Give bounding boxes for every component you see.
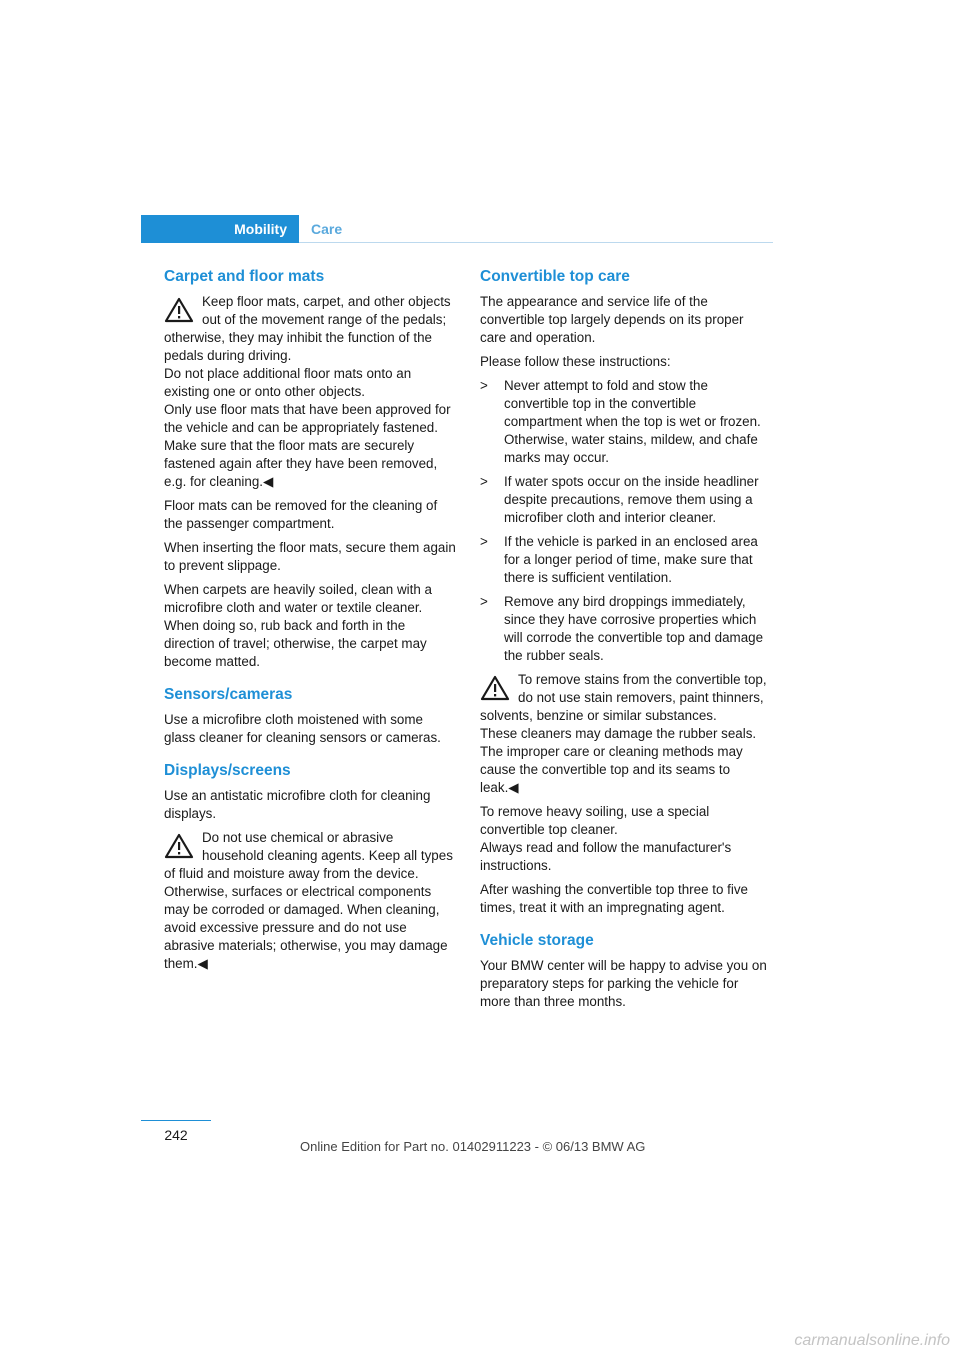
carpet-paragraph-1: Floor mats can be removed for the cleaning of the passenger compartment. — [164, 498, 438, 531]
warning-displays-text: Do not use chemical or abrasive household cleaning agents. Keep all types of fluid and moisture away from the device. Otherwise, surfaces or electrical components may be corroded or damaged. When cleaning, avoid excessive pressure and do not use abrasive materials; otherwise, you may damage them. — [164, 830, 453, 971]
warning-convertible-text-1: To remove stains from the convertible top, do not use stain removers, paint thinners, solvents, benzine or similar substances. — [480, 672, 767, 723]
bullet-arrow-icon: > — [480, 594, 488, 609]
warning-carpet-text-4: Make sure that the floor mats are securely fastened again after they have been removed, e.g. for cleaning. — [164, 438, 438, 489]
warning-carpet-text-3: Only use floor mats that have been approved for the vehicle and can be appropriately fastened. — [164, 402, 451, 435]
footer-divider — [141, 1120, 211, 1121]
header-tabs — [141, 215, 773, 243]
bullet-arrow-icon: > — [480, 534, 488, 549]
warning-convertible-text-2: These cleaners may damage the rubber seals. — [480, 726, 757, 741]
convertible-paragraph-3a: To remove heavy soiling, use a special convertible top cleaner. — [480, 804, 710, 837]
page-number: 242 — [164, 1127, 188, 1143]
list-item-text: Remove any bird droppings immediately, since they have corrosive properties which will corrode the convertible top and damage the rubber seals. — [504, 594, 764, 663]
list-item — [480, 533, 772, 587]
list-item-text: Never attempt to fold and stow the convertible top in the convertible compartment when the top is wet or frozen. Otherwise, water stains, mildew, and chafe marks may occur. — [504, 378, 761, 465]
warning-triangle-icon — [164, 832, 194, 860]
right-column — [480, 265, 772, 1017]
warning-triangle-icon — [480, 674, 510, 702]
tab-care[interactable]: Care — [311, 221, 343, 237]
header-divider — [299, 242, 773, 243]
section-title-sensors: Sensors/cameras — [164, 686, 293, 703]
warning-carpet — [164, 293, 456, 491]
sensors-paragraph: Use a microfibre cloth moistened with some glass cleaner for cleaning sensors or cameras. — [164, 712, 441, 745]
end-mark-icon: ◀ — [508, 780, 519, 795]
convertible-paragraph-3b: Always read and follow the manufacturer's instructions. — [480, 840, 732, 873]
convertible-paragraph-1: The appearance and service life of the convertible top largely depends on its proper care and operation. — [480, 294, 744, 345]
list-item-text: If water spots occur on the inside headliner despite precautions, remove them using a microfiber cloth and interior cleaner. — [504, 474, 759, 525]
bullet-arrow-icon: > — [480, 378, 488, 393]
warning-convertible — [480, 671, 772, 797]
section-title-storage: Vehicle storage — [480, 932, 594, 949]
warning-displays — [164, 829, 456, 973]
tab-mobility[interactable]: Mobility — [141, 215, 299, 243]
warning-convertible-text-3: The improper care or cleaning methods may cause the convertible top and its seams to leak. — [480, 744, 743, 795]
carpet-paragraph-2: When inserting the floor mats, secure them again to prevent slippage. — [164, 540, 456, 573]
end-mark-icon: ◀ — [197, 956, 208, 971]
edition-footer: Online Edition for Part no. 01402911223 - © 06/13 BMW AG — [300, 1139, 646, 1154]
section-title-convertible: Convertible top care — [480, 268, 630, 285]
section-title-displays: Displays/screens — [164, 762, 291, 779]
warning-carpet-text-1: Keep floor mats, carpet, and other objects out of the movement range of the pedals; otherwise, they may inhibit the function of the pedals during driving. — [164, 294, 451, 363]
left-column — [164, 265, 456, 979]
list-item — [480, 377, 772, 467]
warning-carpet-text-2: Do not place additional floor mats onto an existing one or onto other objects. — [164, 366, 412, 399]
warning-triangle-icon — [164, 296, 194, 324]
section-title-carpet: Carpet and floor mats — [164, 268, 325, 285]
watermark: carmanualsonline.info — [794, 1332, 950, 1349]
end-mark-icon: ◀ — [263, 474, 274, 489]
list-item-text: If the vehicle is parked in an enclosed area for a longer period of time, make sure that there is sufficient ventilation. — [504, 534, 758, 585]
list-item — [480, 473, 772, 527]
displays-paragraph: Use an antistatic microfibre cloth for cleaning displays. — [164, 788, 431, 821]
convertible-paragraph-4: After washing the convertible top three to five times, treat it with an impregnating agent. — [480, 882, 748, 915]
storage-paragraph: Your BMW center will be happy to advise you on preparatory steps for parking the vehicle for more than three months. — [480, 958, 767, 1009]
convertible-paragraph-2: Please follow these instructions: — [480, 354, 671, 369]
bullet-arrow-icon: > — [480, 474, 488, 489]
carpet-paragraph-3: When carpets are heavily soiled, clean with a microfibre cloth and water or textile cleaner. When doing so, rub back and forth in the direction of travel; otherwise, the carpet may become matted. — [164, 582, 432, 669]
list-item — [480, 593, 772, 665]
